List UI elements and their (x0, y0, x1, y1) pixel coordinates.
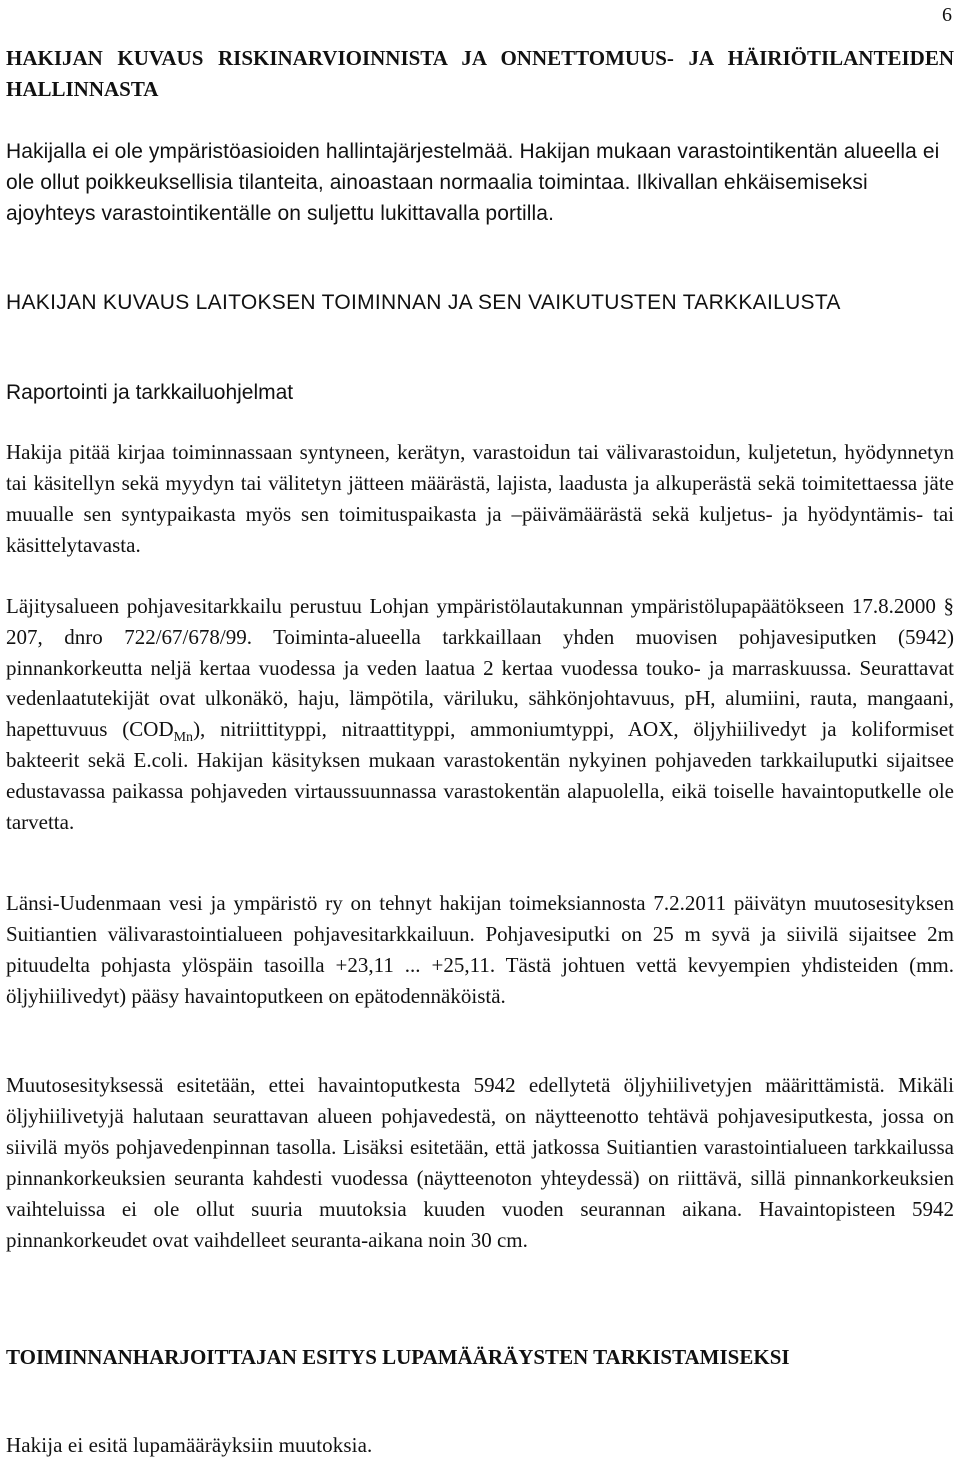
subheading-reporting: Raportointi ja tarkkailuohjelmat (6, 381, 294, 404)
paragraph-groundwater-monitoring (6, 591, 954, 837)
page-number: 6 (942, 4, 952, 26)
paragraph-record-keeping: Hakija pitää kirjaa toiminnassaan syntyneen, kerätyn, varastoidun tai välivarastoidun, kuljetetun, hyödynnetyn tai käsitellyn sekä myydyn tai välitetyn jätteen määrästä, lajista, laadusta ja alkuperästä sekä toimitettaessa jäte muualle sen syntypaikasta myös sen toimituspaikasta ja –päivämäärästä sekä kuljetus- ja hyödyntämis- tai käsittelytavasta. (6, 440, 954, 557)
section-heading-monitoring: HAKIJAN KUVAUS LAITOKSEN TOIMINNAN JA SEN VAIKUTUSTEN TARKKAILUSTA (6, 291, 841, 314)
cod-subscript: Mn (173, 730, 194, 746)
paragraph-proposal-details: Muutosesityksessä esitetään, ettei havaintoputkesta 5942 edellytetä öljyhiilivetyjen määrittämistä. Mikäli öljyhiilivetyjä halutaan seurattavan alueen pohjavedestä, on näytteenotto tehtävä pohjavesiputkesta, jossa on siivilä myös pohjavedenpinnan tasolla. Lisäksi esitetään, että jatkossa Suitiantien varastointialueen tarkkailussa pinnankorkeuksien seuranta kahdesti vuodessa (näytteenoton yhteydessä) on riittävä, sillä pinnankorkeuksien vaihteluissa ei ole ollut suuria muutoksia kuuden vuoden seurannan aikana. Havaintopisteen 5942 pinnankorkeudet ovat vaihdelleet seuranta-aikana noin 30 cm. (6, 1073, 954, 1252)
paragraph-no-changes: Hakija ei esitä lupamääräyksiin muutoksia. (6, 1433, 373, 1457)
groundwater-text-part-2: ), nitriittityppi, nitraattityppi, ammoniumtyppi, AOX, öljyhiilivedyt ja koliformiset bakteerit sekä E.coli. Hakijan käsityksen mukaan varastokentän nykyinen pohjaveden tarkkailuputki sijaitsee edustavassa paikassa pohjaveden virtaussuunnassa varastokentän alapuolella, eikä toiselle havaintoputkelle ole tarvetta. (6, 717, 954, 834)
groundwater-text-part-1: Läjitysalueen pohjavesitarkkailu perustuu Lohjan ympäristölautakunnan ympäristölupapäätökseen 17.8.2000 § 207, dnro 722/67/678/99. Toiminta-alueella tarkkaillaan yhden muovisen pohjavesiputken (5942) pinnankorkeutta neljä kertaa vuodessa ja veden laatua 2 kertaa vuodessa touko- ja marraskuussa. Seurattavat vedenlaatutekijät ovat ulkonäkö, haju, lämpötila, väriluku, sähkönjohtavuus, pH, alumiini, rauta, mangaani, hapettuvuus (COD (6, 594, 954, 742)
paragraph-change-proposal: Länsi-Uudenmaan vesi ja ympäristö ry on tehnyt hakijan toimeksiannosta 7.2.2011 päivätyn muutosesityksen Suitiantien välivarastointialueen pohjavesitarkkailuun. Pohjavesiputki on 25 m syvä ja siivilä sijaitsee 2m pituudelta pohjasta ylöspäin tasoilla +23,11 ... +25,11. Tästä johtuen vettä kevyempien yhdisteiden (mm. öljyhiilivedyt) pääsy havaintoputkeen on epätodennäköistä. (6, 891, 954, 1008)
section-heading-risk-assessment: HAKIJAN KUVAUS RISKINARVIOINNISTA JA ONNETTOMUUS- JA HÄIRIÖTILANTEIDEN HALLINNASTA (6, 46, 954, 101)
paragraph-management-system: Hakijalla ei ole ympäristöasioiden hallintajärjestelmää. Hakijan mukaan varastointikentän alueella ei ole ollut poikkeuksellisia tilanteita, ainoastaan normaalia toimintaa. Ilkivallan ehkäisemiseksi ajoyhteys varastointikentälle on suljettu lukittavalla portilla. (6, 140, 940, 225)
section-heading-permit-review: TOIMINNANHARJOITTAJAN ESITYS LUPAMÄÄRÄYSTEN TARKISTAMISEKSI (6, 1345, 790, 1369)
